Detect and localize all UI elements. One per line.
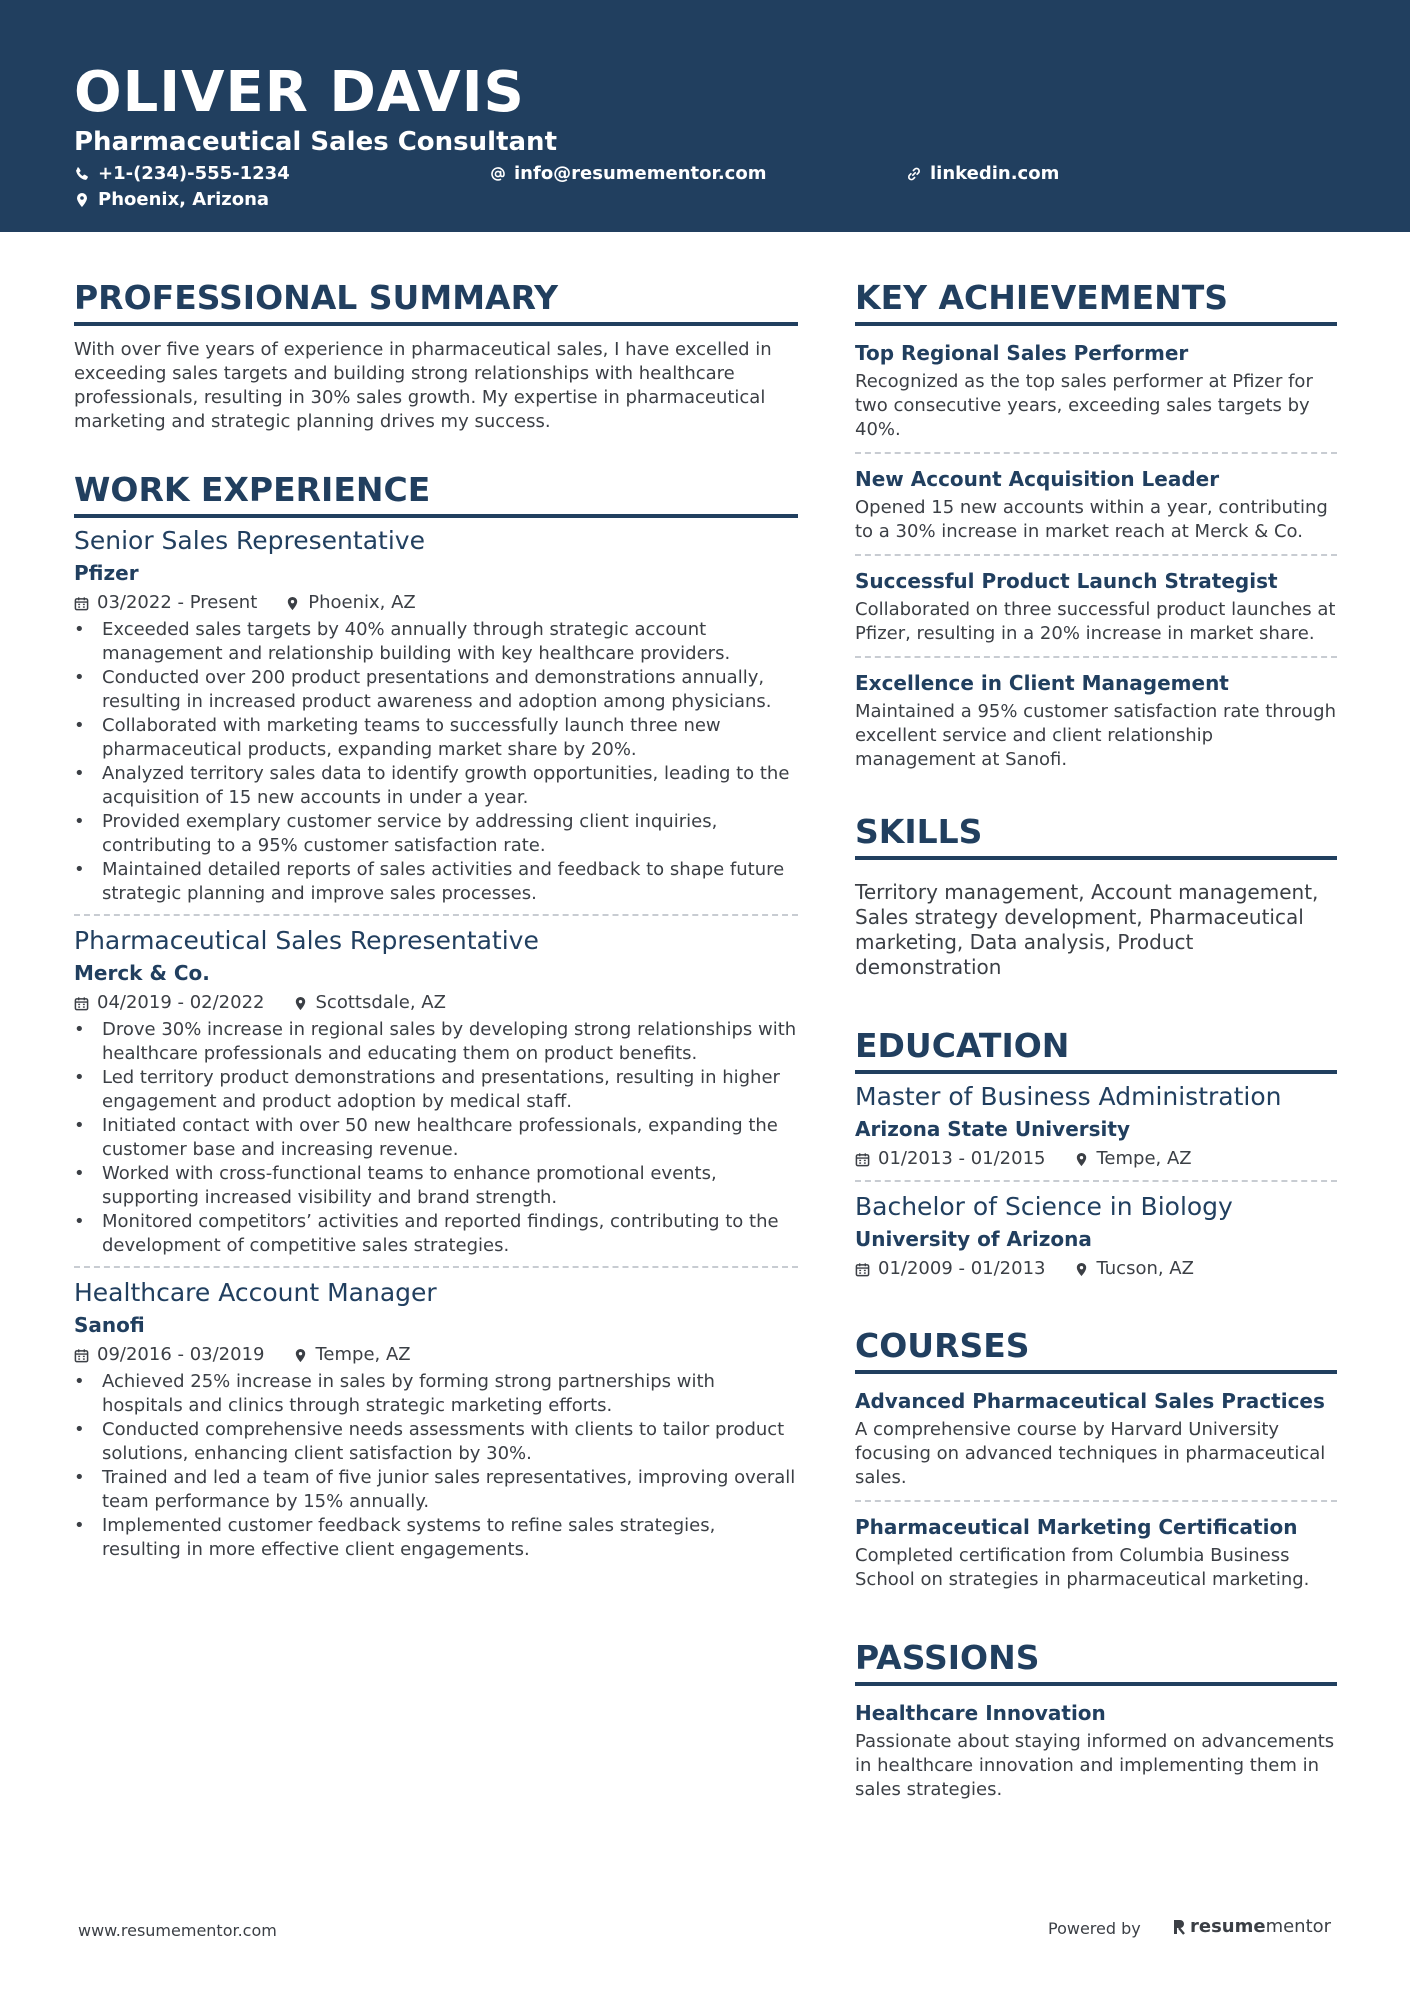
brand-name-bold: resume: [1190, 1916, 1266, 1937]
jobs-list: [74, 524, 798, 1570]
map-pin-icon: [285, 596, 300, 611]
summary-text: With over five years of experience in pharmaceutical sales, I have excelled in exceeding sales targets and building strong relationships with healthcare professionals, resulting in 30% sales growth. My expertise in pharmaceutical marketing and strategic planning drives my success.: [74, 339, 772, 432]
job-bullets: [74, 618, 798, 906]
calendar-icon: [74, 1348, 89, 1363]
location: Phoenix, AZ: [308, 592, 416, 613]
bullet-item: • Provided exemplary customer service by addressing client inquiries, contributing to a 95% customer satisfaction rate.: [74, 810, 798, 858]
location: Tempe, AZ: [315, 1344, 411, 1365]
passions-list: [855, 1698, 1337, 1812]
date-location-row: [855, 1146, 1337, 1172]
job-title: Pharmaceutical Sales Representative: [74, 926, 539, 955]
left-column: [74, 276, 798, 1578]
resume-header: [0, 0, 1410, 232]
map-pin-icon: [1074, 1262, 1089, 1277]
company-name: Merck & Co.: [74, 961, 210, 985]
job-title: Healthcare Account Manager: [74, 1278, 437, 1307]
achievement-title: Successful Product Launch Strategist: [855, 569, 1278, 593]
candidate-name: OLIVER DAVIS: [74, 60, 525, 125]
course-description: A comprehensive course by Harvard University focusing on advanced techniques in pharmaceutical sales.: [855, 1419, 1326, 1488]
calendar-icon: [855, 1152, 870, 1167]
job-entry: [74, 924, 798, 1268]
map-pin-icon: [293, 1348, 308, 1363]
bullet-item: • Collaborated with marketing teams to successfully launch three new pharmaceutical products, expanding market share by 20%.: [74, 714, 798, 762]
education-section: [855, 1024, 1337, 1290]
summary-section: [74, 276, 798, 434]
linkedin-link[interactable]: linkedin.com: [930, 163, 1060, 184]
courses-heading: COURSES: [855, 1324, 1337, 1374]
date-range: 09/2016 - 03/2019: [97, 1344, 265, 1365]
footer-brand-logo[interactable]: [1172, 1915, 1331, 1939]
achievements-list: [855, 338, 1337, 782]
bullet-item: • Achieved 25% increase in sales by forming strong partnerships with hospitals and clinics through strategic marketing efforts.: [74, 1370, 798, 1418]
date-range: 01/2009 - 01/2013: [878, 1258, 1046, 1279]
link-icon: [906, 166, 922, 182]
map-pin-icon: [74, 192, 90, 208]
bullet-item: • Monitored competitors’ activities and reported findings, contributing to the development of competitive sales strategies.: [74, 1210, 798, 1258]
map-pin-icon: [293, 996, 308, 1011]
bullet-item: • Exceeded sales targets by 40% annually through strategic account management and relationship building with key healthcare providers.: [74, 618, 798, 666]
candidate-title: Pharmaceutical Sales Consultant: [74, 127, 557, 157]
company-name: Pfizer: [74, 561, 139, 585]
achievement-title: Top Regional Sales Performer: [855, 341, 1189, 365]
degree-title: Master of Business Administration: [855, 1082, 1282, 1111]
bullet-item: • Analyzed territory sales data to identify growth opportunities, leading to the acquisition of 15 new accounts in under a year.: [74, 762, 798, 810]
location: Scottsdale, AZ: [315, 992, 446, 1013]
at-sign-icon: [490, 166, 506, 182]
contact-location: [74, 188, 269, 212]
date-location-row: [74, 990, 798, 1016]
skills-section: [855, 810, 1337, 980]
date-range: 03/2022 - Present: [97, 592, 258, 613]
school-name: University of Arizona: [855, 1227, 1092, 1251]
footer-website[interactable]: www.resumementor.com: [78, 1921, 277, 1940]
bullet-item: • Led territory product demonstrations and presentations, resulting in higher engagement and product adoption by medical staff.: [74, 1066, 798, 1114]
achievement-description: Recognized as the top sales performer at Pfizer for two consecutive years, exceeding sales targets by 40%.: [855, 371, 1313, 440]
passion-title: Healthcare Innovation: [855, 1701, 1106, 1725]
contact-email[interactable]: [490, 162, 766, 186]
job-title: Senior Sales Representative: [74, 526, 425, 555]
achievement-description: Opened 15 new accounts within a year, contributing to a 30% increase in market reach at Merck & Co.: [855, 497, 1328, 542]
skills-text: Territory management, Account management, Sales strategy development, Pharmaceutical marketing, Data analysis, Product demonstration: [855, 880, 1319, 979]
date-location-row: [74, 1342, 798, 1368]
footer-powered-by: Powered by: [1048, 1919, 1141, 1938]
contact-linkedin[interactable]: [906, 162, 1059, 186]
location-text: Phoenix, Arizona: [98, 189, 270, 210]
calendar-icon: [855, 1262, 870, 1277]
achievement-item: [855, 668, 1337, 782]
bullet-item: • Conducted over 200 product presentations and demonstrations annually, resulting in increased product awareness and adoption among physicians.: [74, 666, 798, 714]
bullet-item: • Trained and led a team of five junior sales representatives, improving overall team performance by 15% annually.: [74, 1466, 798, 1514]
experience-heading: WORK EXPERIENCE: [74, 468, 798, 518]
achievement-item: [855, 464, 1337, 556]
course-title: Pharmaceutical Marketing Certification: [855, 1515, 1298, 1539]
job-entry: [74, 1276, 798, 1570]
education-entry: [855, 1190, 1337, 1290]
achievement-item: [855, 338, 1337, 454]
experience-section: [74, 468, 798, 1570]
job-bullets: [74, 1370, 798, 1562]
job-bullets: [74, 1018, 798, 1258]
education-heading: EDUCATION: [855, 1024, 1337, 1074]
passions-section: [855, 1636, 1337, 1812]
achievements-heading: KEY ACHIEVEMENTS: [855, 276, 1337, 326]
date-range: 01/2013 - 01/2015: [878, 1148, 1046, 1169]
map-pin-icon: [1074, 1152, 1089, 1167]
bullet-item: • Drove 30% increase in regional sales by developing strong relationships with healthcare professionals and educating them on product benefits.: [74, 1018, 798, 1066]
skills-heading: SKILLS: [855, 810, 1337, 860]
right-column: [855, 276, 1337, 1822]
email-link[interactable]: info@resumementor.com: [514, 163, 767, 184]
courses-section: [855, 1324, 1337, 1602]
location: Tempe, AZ: [1096, 1148, 1192, 1169]
company-name: Sanofi: [74, 1313, 145, 1337]
resumementor-logo-icon: [1172, 1918, 1186, 1936]
date-range: 04/2019 - 02/2022: [97, 992, 265, 1013]
achievement-description: Collaborated on three successful product launches at Pfizer, resulting in a 20% increase in market share.: [855, 599, 1336, 644]
courses-list: [855, 1386, 1337, 1602]
bullet-item: • Initiated contact with over 50 new healthcare professionals, expanding the customer base and increasing revenue.: [74, 1114, 798, 1162]
achievement-title: Excellence in Client Management: [855, 671, 1229, 695]
passion-item: [855, 1698, 1337, 1812]
passion-description: Passionate about staying informed on advancements in healthcare innovation and implementing them in sales strategies.: [855, 1731, 1335, 1800]
summary-heading: PROFESSIONAL SUMMARY: [74, 276, 798, 326]
education-list: [855, 1080, 1337, 1290]
bullet-item: • Maintained detailed reports of sales activities and feedback to shape future strategic planning and improve sales processes.: [74, 858, 798, 906]
course-title: Advanced Pharmaceutical Sales Practices: [855, 1389, 1325, 1413]
date-location-row: [855, 1256, 1337, 1282]
degree-title: Bachelor of Science in Biology: [855, 1192, 1233, 1221]
calendar-icon: [74, 996, 89, 1011]
job-entry: [74, 524, 798, 916]
achievement-description: Maintained a 95% customer satisfaction rate through excellent service and client relationship management at Sanofi.: [855, 701, 1336, 770]
achievement-item: [855, 566, 1337, 658]
course-description: Completed certification from Columbia Business School on strategies in pharmaceutical marketing.: [855, 1545, 1310, 1590]
date-location-row: [74, 590, 798, 616]
brand-name-light: mentor: [1265, 1916, 1332, 1937]
calendar-icon: [74, 596, 89, 611]
location: Tucson, AZ: [1096, 1258, 1194, 1279]
education-entry: [855, 1080, 1337, 1182]
phone-text: +1-(234)-555-1234: [98, 163, 290, 184]
bullet-item: • Worked with cross-functional teams to enhance promotional events, supporting increased visibility and brand strength.: [74, 1162, 798, 1210]
achievements-section: [855, 276, 1337, 782]
contact-phone: [74, 162, 290, 186]
passions-heading: PASSIONS: [855, 1636, 1337, 1686]
course-item: [855, 1512, 1337, 1602]
phone-icon: [74, 166, 90, 182]
school-name: Arizona State University: [855, 1117, 1130, 1141]
achievement-title: New Account Acquisition Leader: [855, 467, 1220, 491]
course-item: [855, 1386, 1337, 1502]
bullet-item: • Conducted comprehensive needs assessments with clients to tailor product solutions, enhancing client satisfaction by 30%.: [74, 1418, 798, 1466]
bullet-item: • Implemented customer feedback systems to refine sales strategies, resulting in more effective client engagements.: [74, 1514, 798, 1562]
